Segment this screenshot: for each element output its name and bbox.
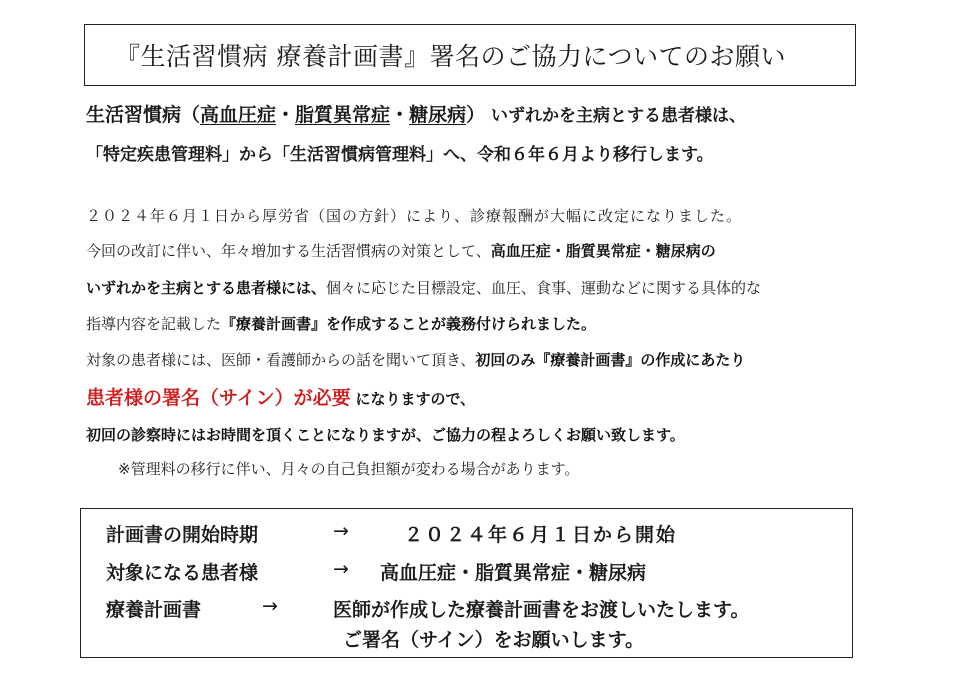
body-p4-text: 指導内容を記載した: [86, 315, 222, 333]
body-p2-bold: 高血圧症・脂質異常症・糖尿病の: [490, 242, 716, 260]
signature-required-notice: 患者様の署名（サイン）が必要: [86, 387, 351, 409]
body-p7-bold: 初回の診察時にはお時間を頂くことになりますが、ご協力の程よろしくお願い致します。: [86, 426, 685, 444]
summary-row1-label: 計画書の開始時期: [106, 524, 259, 546]
summary-row2-arrow: →: [333, 558, 349, 580]
disease-hypertension: 高血圧症: [200, 104, 277, 126]
summary-signature-request: ご署名（サイン）をお願いします。: [343, 629, 645, 651]
body-paragraph-4: [86, 313, 596, 334]
body-p6-bold: になりますので、: [355, 390, 476, 408]
headline-suffix: いずれかを主病とする患者様は、: [491, 106, 747, 126]
disease-diabetes: 糖尿病: [409, 104, 467, 126]
body-p3-bold: いずれかを主病とする患者様には、: [86, 279, 327, 297]
summary-row1-arrow: →: [333, 520, 349, 542]
body-p2-text: 今回の改訂に伴い、年々増加する生活習慣病の対策として、: [86, 242, 491, 260]
summary-row2-value: 高血圧症・脂質異常症・糖尿病: [380, 562, 647, 584]
summary-row3-value: 医師が作成した療養計画書をお渡しいたします。: [333, 599, 750, 621]
summary-row3-arrow: →: [262, 595, 278, 617]
headline-prefix: 生活習慣病（: [86, 104, 201, 126]
body-p3-text: 個々に応じた目標設定、血圧、食事、運動などに関する具体的な: [326, 279, 762, 297]
summary-row2-label: 対象になる患者様: [106, 562, 259, 584]
body-paragraph-5: [86, 349, 745, 370]
page-title: 『生活習慣病 療養計画書』署名のご協力についてのお願い: [115, 42, 786, 71]
headline-sep-1: ・: [276, 104, 296, 126]
headline-sep-2: ・: [390, 104, 410, 126]
body-p5-bold: 初回のみ『療養計画書』の作成にあたり: [475, 351, 746, 369]
note: ※管理料の移行に伴い、月々の自己負担額が変わる場合があります。: [118, 460, 580, 478]
body-paragraph-1: ２０２４年６月１日から厚労省（国の方針）により、診療報酬が大幅に改定になりました。: [86, 207, 743, 225]
summary-row3-label: 療養計画書: [106, 599, 202, 621]
headline-line-2: 「特定疾患管理料」から「生活習慣病管理料」へ、令和６年６月より移行します。: [86, 145, 714, 165]
body-paragraph-7: [86, 424, 685, 445]
body-p5-text: 対象の患者様には、医師・看護師からの話を聞いて頂き、: [86, 351, 476, 369]
body-paragraph-2: [86, 240, 716, 261]
body-paragraph-6: [86, 383, 475, 410]
body-paragraph-3: [86, 277, 761, 298]
title-box: [84, 24, 856, 86]
summary-row1-value: ２０２４年６月１日から開始: [404, 524, 678, 546]
disease-dyslipidemia: 脂質異常症: [295, 104, 391, 126]
headline-close-paren: ）: [466, 104, 486, 126]
body-p4-bold: 『療養計画書』を作成することが義務付けられました。: [221, 315, 597, 333]
headline-line-1: [86, 100, 746, 127]
